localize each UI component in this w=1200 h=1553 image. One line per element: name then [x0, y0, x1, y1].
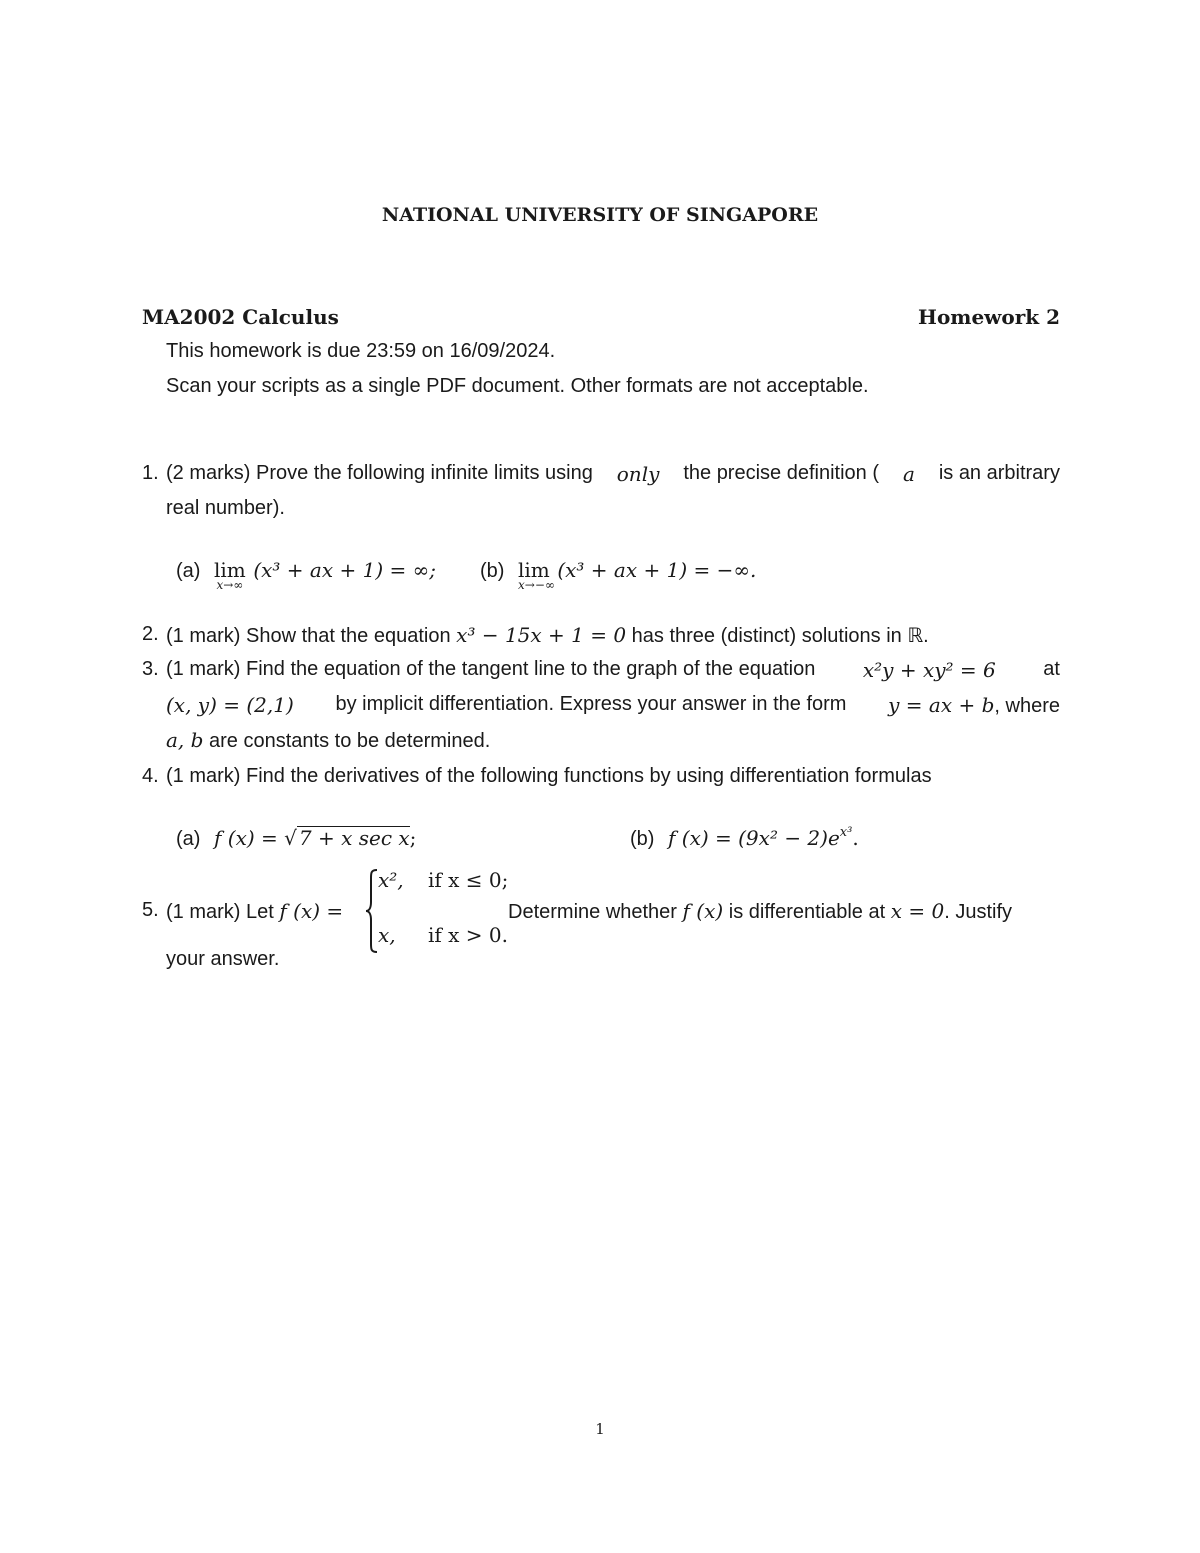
problem-1-text-c: is an arbitrary	[938, 462, 1060, 484]
problem-3-line-3: a, b are constants to be determined.	[166, 728, 491, 752]
line-form: y = ax + b	[888, 693, 995, 717]
part-label: (b)	[480, 560, 505, 582]
limit-operator: lim x→−∞	[518, 558, 555, 592]
problem-number: 2.	[142, 623, 159, 645]
problem-1-line-2: real number).	[166, 497, 285, 519]
function-lhs: f (x) =	[214, 826, 285, 850]
problem-3-line-1: (1 mark) Find the equation of the tangent line to the graph of the equation x²y + xy² = 6 at	[166, 658, 1060, 682]
problem-4-line: (1 mark) Find the derivatives of the following functions by using differentiation formulas	[166, 765, 932, 787]
case-2-expression: x,	[378, 923, 396, 947]
page-number: 1	[595, 1420, 605, 1438]
part-label: (a)	[176, 560, 201, 582]
problem-1-text-b: the precise definition (	[683, 462, 879, 484]
radicand: 7 + x sec x	[298, 826, 410, 850]
case-1-expression: x²,	[378, 868, 404, 892]
problem-1-emphasis: only	[616, 462, 660, 486]
due-date-text: This homework is due 23:59 on 16/09/2024.	[166, 340, 556, 362]
part-label: (a)	[176, 828, 201, 850]
equation: x²y + xy² = 6	[862, 658, 996, 682]
course-name: MA2002 Calculus	[142, 305, 339, 329]
function-lhs: f (x) =	[279, 899, 344, 923]
problem-3-line-2: (x, y) = (2,1) by implicit differentiation. Express your answer in the form y = ax + b, where	[166, 693, 1060, 717]
case-2-condition: if x > 0.	[428, 923, 508, 947]
problem-1-part-a	[176, 558, 436, 592]
limit-expression: (x³ + ax + 1) = −∞.	[557, 558, 757, 582]
problem-number: 4.	[142, 765, 159, 787]
limit-subscript: x→∞	[216, 578, 244, 592]
assignment-name: Homework 2	[918, 305, 1060, 329]
course-header	[142, 305, 1060, 329]
problem-number: 1.	[142, 462, 159, 484]
piecewise-definition	[364, 868, 509, 954]
point: (x, y) = (2,1)	[166, 693, 294, 717]
page-title: NATIONAL UNIVERSITY OF SINGAPORE	[381, 204, 819, 226]
square-root	[284, 826, 410, 850]
problem-5-line-2: your answer.	[166, 948, 280, 970]
problem-1-part-b	[480, 558, 757, 592]
point-ref: x = 0	[890, 899, 945, 923]
limit-expression: (x³ + ax + 1) = ∞;	[253, 558, 436, 582]
exponent: x³	[839, 825, 853, 840]
part-label: (b)	[630, 828, 655, 850]
problem-5-intro: (1 mark) Let f (x) =	[166, 899, 344, 923]
problem-1-text-a: (2 marks) Prove the following infinite limits using	[166, 462, 593, 484]
problem-1-line-1	[166, 462, 1060, 486]
constants: a, b	[166, 728, 204, 752]
problem-number: 5.	[142, 899, 159, 921]
limit-subscript: x→−∞	[518, 578, 555, 592]
problem-1-variable: a	[902, 462, 915, 486]
limit-operator: lim x→∞	[214, 558, 246, 592]
radical-sign-icon: √	[284, 826, 297, 850]
format-instruction: Scan your scripts as a single PDF document. Other formats are not acceptable.	[166, 375, 869, 397]
problem-number: 3.	[142, 658, 159, 680]
case-1-condition: if x ≤ 0;	[428, 868, 509, 892]
function-ref: f (x)	[682, 899, 724, 923]
problem-4-part-b: (b) f $(x) = (9x^2 - 2)e^{x^3}$.	[630, 825, 859, 850]
function-expression: f (x) = (9x² − 2)e	[668, 826, 840, 850]
equation: x³ − 15x + 1 = 0	[456, 623, 627, 647]
problem-2-line: (1 mark) Show that the equation x³ − 15x + 1 = 0 has three (distinct) solutions in ℝ.	[166, 623, 929, 647]
problem-5-question: Determine whether f (x) is differentiable at x = 0. Justify	[508, 899, 1012, 923]
problem-4-part-a: (a) f (x) = √ 7 + x sec x;	[176, 826, 417, 850]
